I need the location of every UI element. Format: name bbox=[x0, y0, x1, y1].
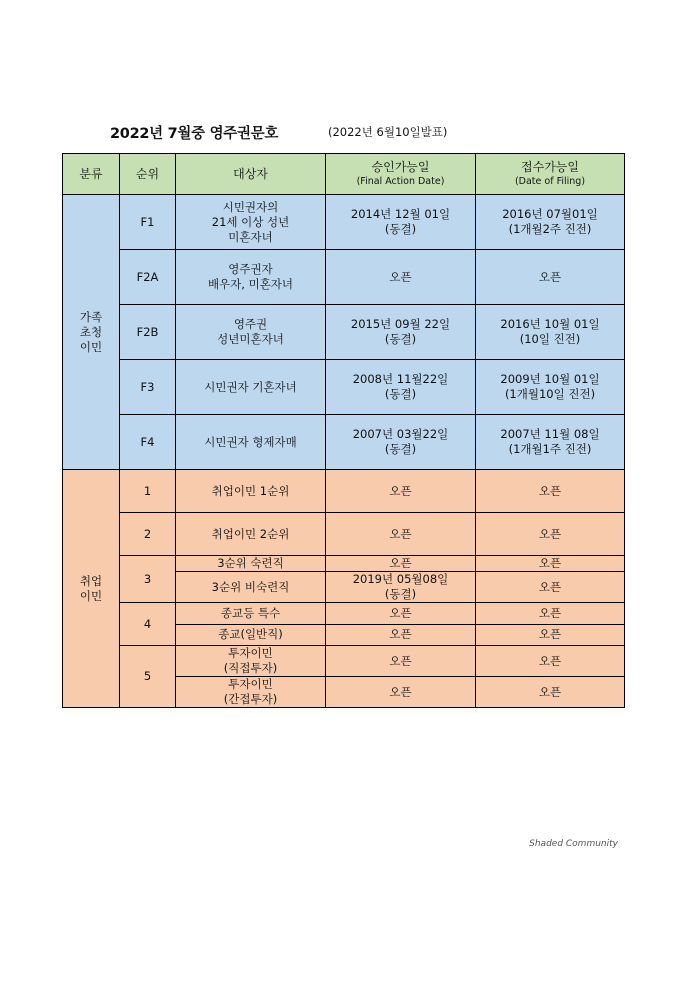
target-cell bbox=[176, 556, 326, 572]
final-action-cell-line: (동결) bbox=[384, 387, 417, 401]
employment-row bbox=[63, 470, 625, 513]
filing-date-cell-line: (1개월1주 진전) bbox=[508, 442, 592, 456]
rank-cell: F1 bbox=[120, 195, 176, 250]
filing-date-cell bbox=[476, 646, 625, 677]
filing-date-cell bbox=[476, 305, 625, 360]
final-action-cell-line: 오픈 bbox=[389, 526, 412, 541]
target-cell bbox=[176, 572, 326, 603]
final-action-cell bbox=[326, 415, 476, 470]
final-action-cell-line: (동결) bbox=[384, 442, 417, 456]
filing-date-cell-line: 오픈 bbox=[538, 269, 562, 284]
filing-date-cell-line: 오픈 bbox=[538, 526, 562, 541]
employment-category-label-line: 취업 bbox=[79, 573, 103, 588]
filing-date-cell bbox=[476, 470, 625, 513]
target-cell-line: 종교등 특수 bbox=[220, 605, 281, 620]
rank-cell: 1 bbox=[120, 470, 176, 513]
final-action-cell bbox=[326, 360, 476, 415]
employment-category-label-line: 이민 bbox=[79, 588, 103, 603]
filing-date-cell bbox=[476, 250, 625, 305]
employment-row bbox=[63, 556, 625, 572]
target-cell-line: 종교(일반직) bbox=[218, 627, 283, 642]
target-cell bbox=[176, 415, 326, 470]
final-action-cell bbox=[326, 572, 476, 603]
page-title: 2022년 7월중 영주권문호 bbox=[110, 126, 279, 142]
target-cell-line: (간접투자) bbox=[223, 692, 278, 706]
employment-category-label bbox=[63, 470, 120, 708]
final-action-cell bbox=[326, 195, 476, 250]
final-action-cell bbox=[326, 556, 476, 572]
filing-date-cell bbox=[476, 513, 625, 556]
target-cell-line: 시민권자 형제자매 bbox=[204, 434, 297, 449]
target-cell-line: 시민권자의 bbox=[222, 199, 279, 214]
final-action-cell-line: (동결) bbox=[384, 587, 417, 601]
family-section bbox=[63, 195, 625, 470]
family-row bbox=[63, 305, 625, 360]
rank-cell: F3 bbox=[120, 360, 176, 415]
target-cell-line: 투자이민 bbox=[228, 646, 273, 660]
employment-row bbox=[63, 603, 625, 625]
visa-bulletin-table bbox=[62, 153, 625, 708]
header-target: 대상자 bbox=[176, 154, 326, 195]
header-filing bbox=[476, 154, 625, 195]
rank-cell: F2A bbox=[120, 250, 176, 305]
target-cell bbox=[176, 646, 326, 677]
filing-date-cell bbox=[476, 677, 625, 708]
rank-cell: 3 bbox=[120, 556, 176, 603]
family-category-label-line: 이민 bbox=[79, 339, 103, 354]
family-row bbox=[63, 360, 625, 415]
family-row bbox=[63, 415, 625, 470]
filing-date-cell-line: (1개월10일 진전) bbox=[504, 387, 596, 401]
final-action-cell bbox=[326, 470, 476, 513]
filing-date-cell bbox=[476, 195, 625, 250]
target-cell-line: 3순위 비숙련직 bbox=[211, 579, 290, 594]
target-cell-line: 21세 이상 성년 bbox=[211, 214, 290, 229]
header-category: 분류 bbox=[63, 154, 120, 195]
rank-cell: F2B bbox=[120, 305, 176, 360]
filing-date-cell bbox=[476, 624, 625, 646]
target-cell-line: 취업이민 1순위 bbox=[211, 483, 290, 498]
final-action-cell-line: 오픈 bbox=[389, 556, 412, 570]
target-cell-line: 영주권자 bbox=[228, 262, 273, 276]
header-filing-sub: (Date of Filing) bbox=[514, 176, 586, 187]
filing-date-cell-line: 오픈 bbox=[538, 627, 562, 642]
final-action-cell-line: 2015년 09월 22일 bbox=[350, 317, 451, 331]
target-cell-line: 시민권자 기혼자녀 bbox=[204, 379, 297, 394]
rank-cell: 2 bbox=[120, 513, 176, 556]
filing-date-cell-line: (10일 진전) bbox=[519, 332, 581, 346]
final-action-cell bbox=[326, 603, 476, 625]
filing-date-cell-line: 오픈 bbox=[538, 556, 562, 570]
filing-date-cell-line: 2016년 07월01일 bbox=[502, 207, 598, 221]
final-action-cell bbox=[326, 513, 476, 556]
filing-date-cell-line: 2007년 11월 08일 bbox=[500, 427, 600, 441]
filing-date-cell bbox=[476, 360, 625, 415]
final-action-cell bbox=[326, 646, 476, 677]
target-cell bbox=[176, 360, 326, 415]
family-category-label-line: 가족 bbox=[79, 309, 103, 324]
target-cell bbox=[176, 470, 326, 513]
employment-row bbox=[63, 646, 625, 677]
final-action-cell-line: (동결) bbox=[384, 222, 417, 236]
target-cell-line: 3순위 숙련직 bbox=[217, 556, 284, 570]
final-action-cell-line: 오픈 bbox=[389, 483, 412, 498]
filing-date-cell-line: 오픈 bbox=[538, 579, 562, 594]
final-action-cell-line: 오픈 bbox=[389, 269, 412, 284]
target-cell bbox=[176, 195, 326, 250]
filing-date-cell-line: 오픈 bbox=[538, 605, 562, 620]
final-action-cell bbox=[326, 624, 476, 646]
target-cell bbox=[176, 603, 326, 625]
header-row bbox=[63, 154, 625, 195]
header-final-action-sub: (Final Action Date) bbox=[356, 176, 445, 187]
final-action-cell-line: 2014년 12월 01일 bbox=[350, 207, 451, 221]
final-action-cell-line: 오픈 bbox=[389, 627, 412, 642]
header-rank: 순위 bbox=[120, 154, 176, 195]
rank-cell: F4 bbox=[120, 415, 176, 470]
family-row bbox=[63, 250, 625, 305]
filing-date-cell-line: 2009년 10월 01일 bbox=[500, 372, 600, 386]
target-cell bbox=[176, 677, 326, 708]
filing-date-cell-line: 오픈 bbox=[538, 483, 562, 498]
filing-date-cell-line: 2016년 10월 01일 bbox=[500, 317, 600, 331]
announcement-date: (2022년 6월10일발표) bbox=[328, 125, 448, 139]
target-cell-line: 미혼자녀 bbox=[228, 229, 273, 244]
header-filing-label: 접수가능일 bbox=[521, 160, 579, 174]
target-cell bbox=[176, 624, 326, 646]
target-cell-line: 영주권 bbox=[233, 317, 268, 331]
final-action-cell bbox=[326, 305, 476, 360]
target-cell bbox=[176, 250, 326, 305]
employment-row bbox=[63, 513, 625, 556]
filing-date-cell-line: (1개월2주 진전) bbox=[508, 222, 592, 236]
header-final-action bbox=[326, 154, 476, 195]
footer-note: Shaded Community bbox=[529, 839, 618, 849]
family-row bbox=[63, 195, 625, 250]
final-action-cell-line: 오픈 bbox=[389, 684, 412, 699]
target-cell-line: 취업이민 2순위 bbox=[211, 526, 290, 541]
final-action-cell-line: 2019년 05월08일 bbox=[352, 572, 449, 586]
employment-section bbox=[63, 470, 625, 708]
family-category-label-line: 초청 bbox=[79, 324, 103, 339]
filing-date-cell-line: 오픈 bbox=[538, 684, 562, 699]
final-action-cell-line: 오픈 bbox=[389, 605, 412, 620]
target-cell bbox=[176, 305, 326, 360]
filing-date-cell bbox=[476, 572, 625, 603]
target-cell-line: 배우자, 미혼자녀 bbox=[207, 277, 294, 291]
final-action-cell bbox=[326, 677, 476, 708]
final-action-cell-line: 2007년 03월22일 bbox=[352, 427, 449, 441]
rank-cell: 5 bbox=[120, 646, 176, 708]
final-action-cell bbox=[326, 250, 476, 305]
target-cell bbox=[176, 513, 326, 556]
final-action-cell-line: 2008년 11월22일 bbox=[352, 372, 449, 386]
target-cell-line: (직접투자) bbox=[223, 661, 278, 675]
filing-date-cell-line: 오픈 bbox=[538, 653, 562, 668]
final-action-cell-line: 오픈 bbox=[389, 653, 412, 668]
target-cell-line: 성년미혼자녀 bbox=[217, 332, 284, 346]
rank-cell: 4 bbox=[120, 603, 176, 646]
filing-date-cell bbox=[476, 556, 625, 572]
family-category-label bbox=[63, 195, 120, 470]
target-cell-line: 투자이민 bbox=[228, 677, 273, 691]
page-title-row bbox=[110, 122, 448, 142]
header-final-action-label: 승인가능일 bbox=[371, 160, 430, 174]
filing-date-cell bbox=[476, 603, 625, 625]
filing-date-cell bbox=[476, 415, 625, 470]
final-action-cell-line: (동결) bbox=[384, 332, 417, 346]
